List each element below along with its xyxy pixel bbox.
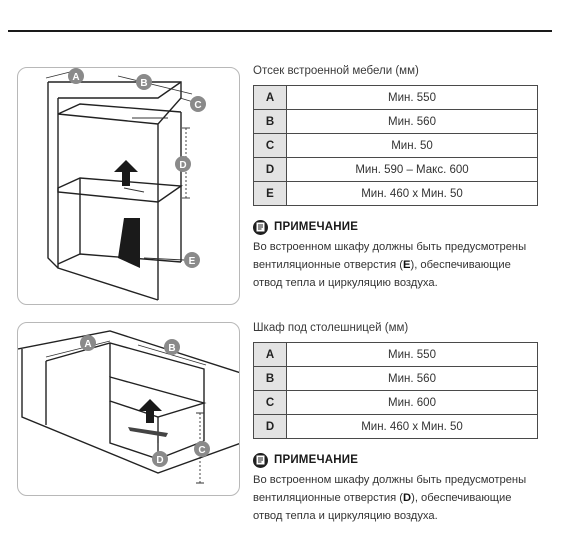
label-c: C [198, 445, 206, 456]
table-row: A Мин. 550 [254, 86, 538, 110]
table-row: C Мин. 50 [254, 134, 538, 158]
note-text: Во встроенном шкафу должны быть предусмотрены вентиляционные отверстия (E), обеспечивающие отвод тепла и циркуляцию воздуха. [253, 241, 527, 289]
note-heading [253, 450, 538, 470]
table-row: A Мин. 550 [254, 343, 538, 367]
label-d: D [156, 455, 164, 466]
label-b: B [140, 78, 148, 89]
vent-arrows [114, 160, 140, 268]
note-title: ПРИМЕЧАНИЕ [274, 221, 359, 233]
built-in-caption: Отсек встроенной мебели (мм) [253, 65, 419, 77]
note-icon [253, 220, 268, 235]
note-icon [253, 453, 268, 468]
note-heading [253, 217, 538, 237]
table-row: D Мин. 590 – Макс. 600 [254, 158, 538, 182]
table-row: C Мин. 600 [254, 391, 538, 415]
under-counter-spec-section [253, 321, 538, 525]
label-a: A [84, 339, 92, 350]
table-row: D Мин. 460 x Мин. 50 [254, 415, 538, 439]
under-counter-diagram [17, 322, 240, 496]
under-counter-caption: Шкаф под столешницей (мм) [253, 322, 409, 334]
built-in-spec-section [253, 64, 538, 292]
top-rule [8, 30, 552, 32]
label-e: E [188, 256, 196, 267]
table-row: E Мин. 460 x Мин. 50 [254, 182, 538, 206]
label-b: B [168, 343, 176, 354]
label-c: C [194, 100, 202, 111]
under-counter-spec-table [253, 342, 538, 439]
built-in-spec-table [253, 85, 538, 206]
table-row: B Мин. 560 [254, 367, 538, 391]
note-title: ПРИМЕЧАНИЕ [274, 454, 359, 466]
table-row: B Мин. 560 [254, 110, 538, 134]
note-text: Во встроенном шкафу должны быть предусмотрены вентиляционные отверстия (D), обеспечивающие отвод тепла и циркуляцию воздуха. [253, 474, 527, 522]
label-d: D [179, 160, 187, 171]
built-in-cabinet-diagram [17, 67, 240, 305]
label-a: A [72, 72, 80, 83]
